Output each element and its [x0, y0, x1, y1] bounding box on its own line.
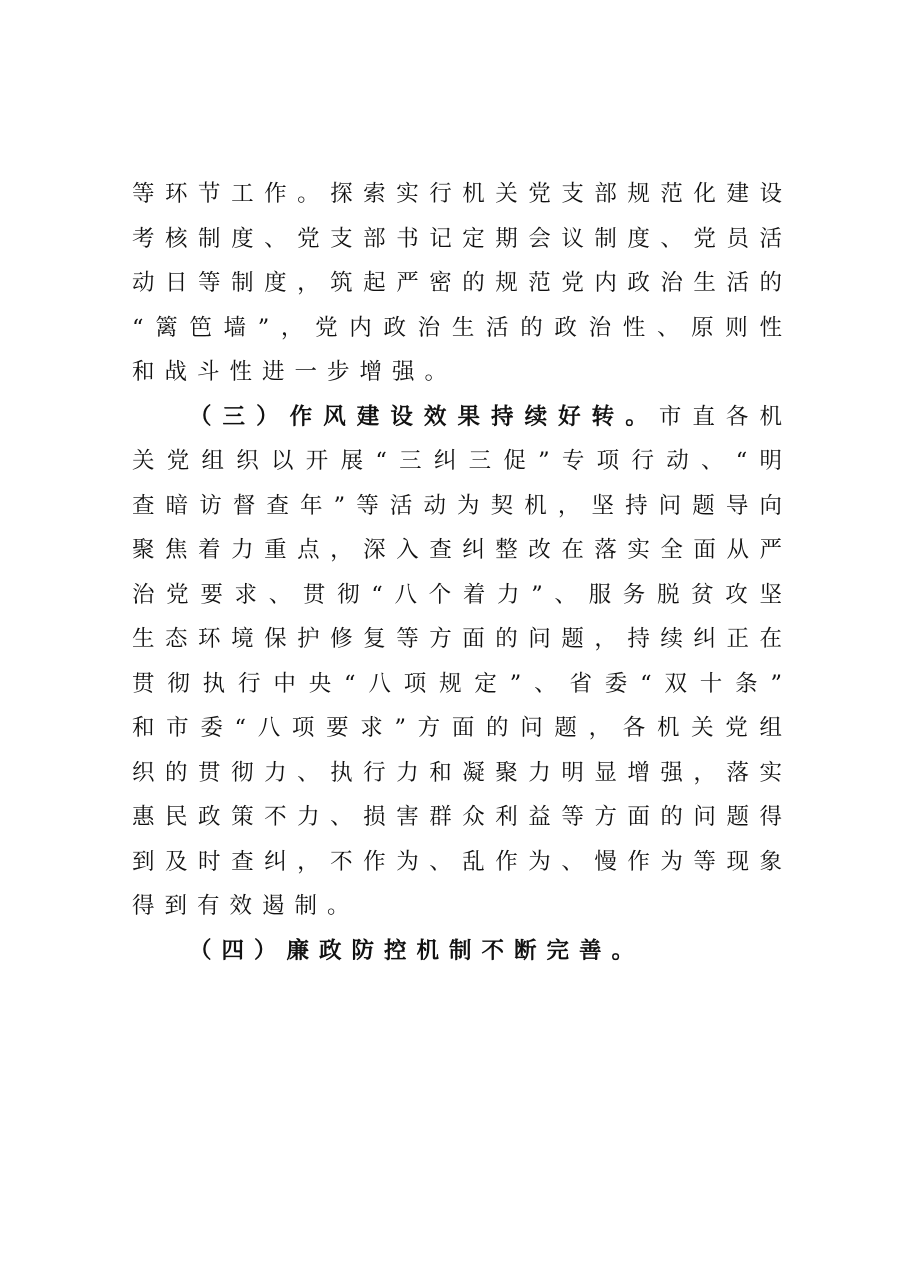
section-heading-line — [132, 929, 782, 974]
text-line: 等环节工作。探索实行机关党支部规范化建设 — [132, 181, 782, 207]
section-heading: （四）廉政防控机制不断完善。 — [189, 937, 645, 964]
text-line: 和战斗性进一步增强。 — [132, 359, 458, 385]
body-text — [132, 172, 782, 973]
text-line: 贯彻执行中央“八项规定”、省委“双十条” — [132, 670, 782, 697]
text-line: 动日等制度，筑起严密的规范党内政治生活的 — [132, 270, 782, 296]
section-heading: （三）作风建设效果持续好转。 — [189, 403, 659, 430]
text-line: 考核制度、党支部书记定期会议制度、党员活 — [132, 225, 782, 252]
text-line: 到及时查纠，不作为、乱作为、慢作为等现象 — [132, 848, 782, 875]
text-line: 得到有效遏制。 — [132, 893, 360, 919]
text-line: 织的贯彻力、执行力和凝聚力明显增强，落实 — [132, 759, 782, 786]
text-line: 查暗访督查年”等活动为契机，坚持问题导向 — [132, 492, 782, 519]
text-line: 治党要求、贯彻“八个着力”、服务脱贫攻坚 — [132, 581, 782, 608]
text-line: 聚焦着力重点，深入查纠整改在落实全面从严 — [132, 537, 782, 563]
text-line: 关党组织以开展“三纠三促”专项行动、“明 — [132, 448, 782, 474]
text-fragment: 市直各机 — [658, 403, 782, 430]
text-line: 惠民政策不力、损害群众利益等方面的问题得 — [132, 804, 782, 830]
text-line: 和市委“八项要求”方面的问题，各机关党组 — [132, 715, 782, 741]
section-heading-line — [132, 395, 782, 440]
text-line: 生态环境保护修复等方面的问题，持续纠正在 — [132, 626, 782, 652]
text-line: “篱笆墙”，党内政治生活的政治性、原则性 — [132, 314, 782, 341]
